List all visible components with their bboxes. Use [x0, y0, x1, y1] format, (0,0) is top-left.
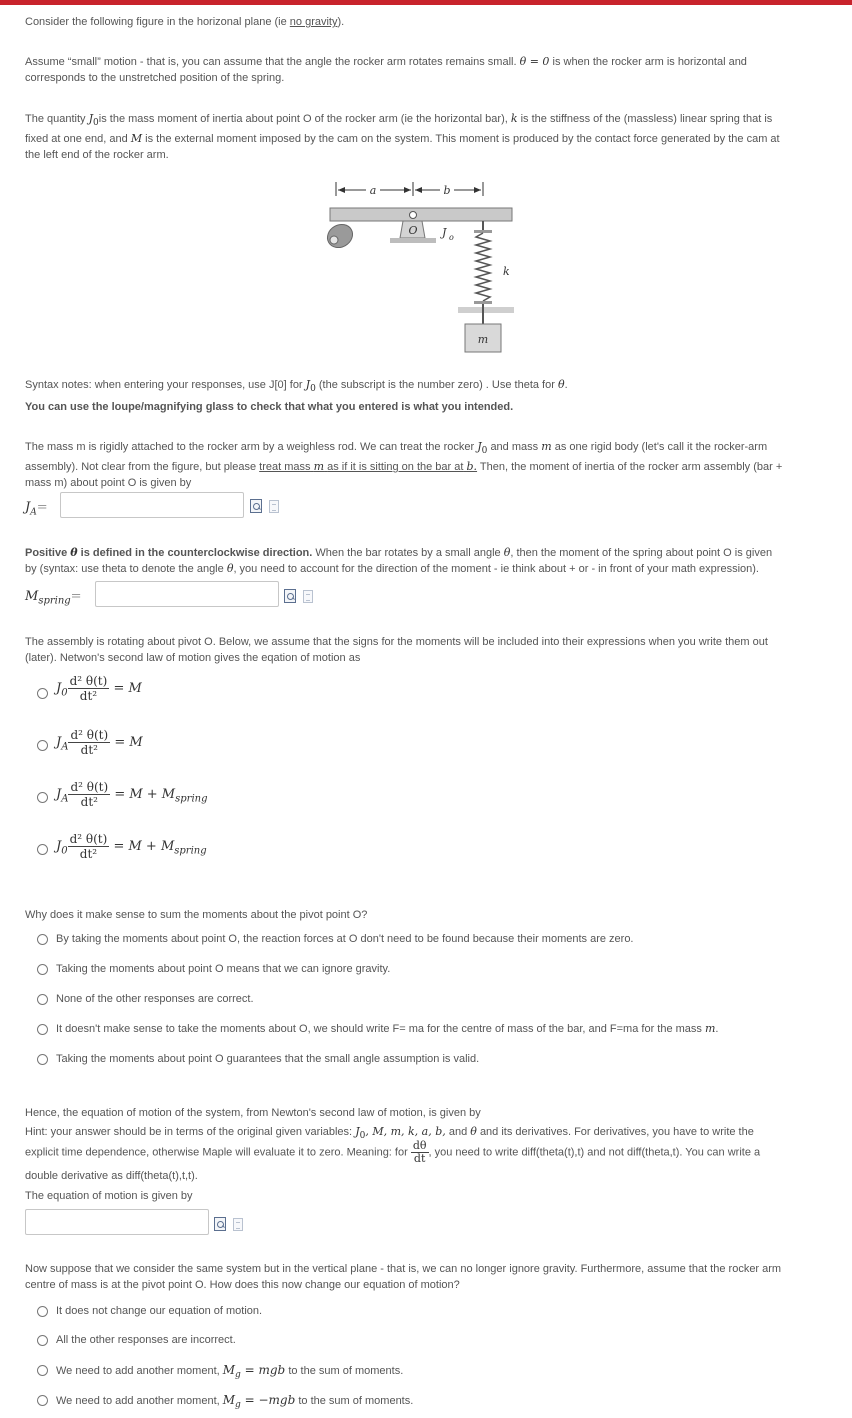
eom-input[interactable] [25, 1209, 209, 1235]
eom-given: The equation of motion is given by [25, 1190, 193, 1202]
ja-preview-magnifier-icon[interactable] [250, 499, 262, 513]
eom-hint-line2: explicit time dependence, otherwise Maple will evaluate it to zero. Meaning: for $\frac{d\theta}{dt}$ , you need to write diff(theta(t),t) and not diff(theta,t). You can write a [25, 1139, 761, 1165]
eq-option-radio[interactable] [37, 844, 48, 855]
mspring-input[interactable] [95, 581, 279, 607]
label-k: k [503, 265, 510, 278]
dim-label-b: b [443, 184, 451, 197]
mspring-label: $M_{spring}=$ [25, 589, 82, 607]
eom-hint-line1: Hint: your answer should be in terms of the original given variables: $J_0$, M, m, k, a, b, and θ and its derivatives. For derivatives, you have to write the [25, 1125, 754, 1142]
why-question: Why does it make sense to sum the moments about the pivot point O? [25, 909, 368, 921]
why-option-1[interactable]: By taking the moments about point O, the reaction forces at O don't need to be found because their moments are zero. [56, 933, 634, 945]
ja-label: $J_A=$ [25, 500, 48, 518]
vertical-option-radio[interactable] [37, 1306, 48, 1317]
vertical-option-2[interactable]: All the other responses are incorrect. [56, 1334, 236, 1346]
eq-option-1: $J_0$ $\frac{\text{d² θ(t)}}{\text{dt²}}$ = M [56, 674, 142, 703]
eq-option-radio[interactable] [37, 740, 48, 751]
mass-text: The mass m is rigidly attached to the rocker arm by a weighless rod. We can treat the rocker $J_0$ and mass m as one rigid body (let's call it the rocker-arm assembly). Not clear from the figure, but please treat mass m as if it is sitting on the bar at b. Then, the moment of inertia of the rocker arm assembly (bar + mass m) about point O is given by [25, 440, 783, 490]
pivot-pin [410, 212, 417, 219]
vertical-option-4[interactable]: We need to add another moment, $M_g = -mgb$ to the sum of moments. [56, 1393, 414, 1411]
eom-text: Hence, the equation of motion of the system, from Newton's second law of motion, is given by [25, 1107, 481, 1119]
spring-text: Positive θ is defined in the counterclockwise direction. When the bar rotates by a small angle θ, then the moment of the spring about point O is given by (syntax: use theta to denote the angle θ, you need to account for the direction of the moment - ie think about + or - in front of your math expression). [25, 546, 773, 575]
eq-option-radio[interactable] [37, 688, 48, 699]
why-option-radio[interactable] [37, 934, 48, 945]
why-option-5[interactable]: Taking the moments about point O guarantees that the small angle assumption is valid. [56, 1053, 480, 1065]
vertical-option-1[interactable]: It does not change our equation of motion. [56, 1305, 263, 1317]
intro-text: Consider the following figure in the horizonal plane (ie no gravity). [25, 16, 345, 28]
eom-hint-line3: double derivative as diff(theta(t),t,t). [25, 1170, 198, 1182]
svg-text:o: o [449, 233, 454, 242]
why-option-radio[interactable] [37, 994, 48, 1005]
why-option-3[interactable]: None of the other responses are correct. [56, 993, 254, 1005]
spring-cap-top [474, 230, 492, 233]
mspring-help-doc-icon[interactable] [303, 590, 313, 603]
eq-option-2: $J_A$ $\frac{\text{d² θ(t)}}{\text{dt²}}$ = M [56, 728, 143, 757]
ja-help-doc-icon[interactable] [269, 500, 279, 513]
eom-help-doc-icon[interactable] [233, 1218, 243, 1231]
label-Jo: J [442, 226, 447, 239]
vertical-option-radio[interactable] [37, 1395, 48, 1406]
cam [323, 220, 357, 252]
eq-option-4: $J_0$ $\frac{\text{d² θ(t)}}{\text{dt²}}$ = $M + M_{spring}$ [56, 832, 207, 861]
eom-preview-magnifier-icon[interactable] [214, 1217, 226, 1231]
ja-input[interactable] [60, 492, 244, 518]
dim-label-a: a [369, 184, 377, 197]
why-option-2[interactable]: Taking the moments about point O means that we can ignore gravity. [56, 963, 391, 975]
loupe-note: You can use the loupe/magnifying glass to check that what you entered is what you intended. [25, 401, 514, 413]
syntax-notes: Syntax notes: when entering your responses, use J[0] for $J_0$ (the subscript is the number zero) . Use theta for θ. [25, 378, 568, 395]
label-O: O [408, 224, 418, 237]
pivot-ground [390, 238, 436, 243]
why-option-4[interactable]: It doesn't make sense to take the moments about O, we should write F= ma for the centre of mass of the bar, and F=ma for the mass m. [56, 1022, 719, 1035]
spring-ground [458, 307, 514, 313]
no-gravity-link[interactable]: no gravity [289, 16, 338, 28]
spring-cap-bottom [474, 301, 492, 304]
mspring-preview-magnifier-icon[interactable] [284, 589, 296, 603]
eq-option-3: $J_A$ $\frac{\text{d² θ(t)}}{\text{dt²}}$ = $M + M_{spring}$ [56, 780, 208, 809]
vertical-option-3[interactable]: We need to add another moment, $M_g$ = mgb to the sum of moments. [56, 1363, 404, 1381]
eq-option-radio[interactable] [37, 792, 48, 803]
newton-text: The assembly is rotating about pivot O. Below, we assume that the signs for the moments will be included into their expressions when you write them out (later). Netwon's second law of motion gives the eqation of motion as [25, 636, 768, 664]
why-option-radio[interactable] [37, 1024, 48, 1035]
rocker-bar [330, 208, 512, 221]
why-option-radio[interactable] [37, 964, 48, 975]
quantity-text: The quantity $J_0is$ the mass moment of inertia about point O of the rocker arm (ie the horizontal bar), k is the stiffness of the (massless) linear spring that is fixed at one end, and M is the external moment imposed by the cam on the system. This moment is produced by the contact force generated by the cam at the left end of the rocker arm. [25, 112, 780, 162]
vertical-question: Now suppose that we consider the same system but in the vertical plane - that is, we can no longer ignore gravity. Furthermore, assume that the rocker arm centre of mass is at the pivot point O. How does this now change our equation of motion? [25, 1263, 782, 1291]
assumption-text: Assume “small” motion - that is, you can assume that the angle the rocker arm rotates remains small. θ = 0 is when the rocker arm is horizontal and corresponds to the unstretched position of the spring. [25, 55, 747, 84]
vertical-option-radio[interactable] [37, 1335, 48, 1346]
spring-coil [476, 233, 490, 301]
rocker-arm-figure [318, 178, 523, 358]
why-option-radio[interactable] [37, 1054, 48, 1065]
vertical-option-radio[interactable] [37, 1365, 48, 1376]
label-m: m [477, 333, 489, 346]
top-accent-bar [0, 0, 852, 5]
